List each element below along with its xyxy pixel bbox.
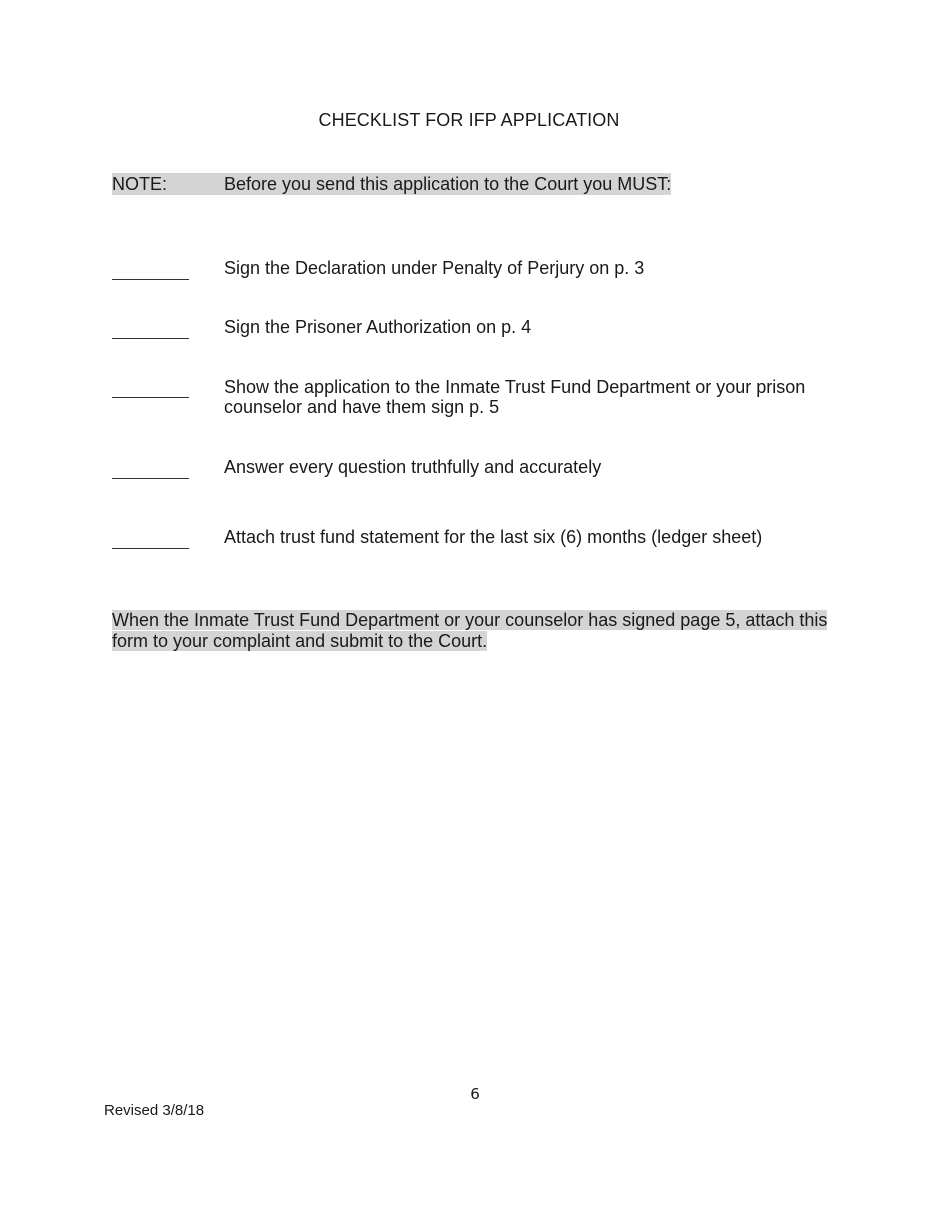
checkmark-blank[interactable] bbox=[112, 338, 189, 339]
closing-instruction-text: When the Inmate Trust Fund Department or your counselor has signed page 5, attach this form to your complaint and submit to the Court. bbox=[112, 610, 828, 651]
note-text: Before you send this application to the Court you MUST: bbox=[224, 174, 672, 194]
checklist-item-text: Show the application to the Inmate Trust Fund Department or your prison counselor and have them sign p. 5 bbox=[224, 377, 806, 417]
checklist-item-text: Sign the Declaration under Penalty of Perjury on p. 3 bbox=[224, 258, 645, 278]
revision-date: Revised 3/8/18 bbox=[104, 1102, 205, 1119]
page-title: CHECKLIST FOR IFP APPLICATION bbox=[318, 110, 620, 130]
note-label: NOTE: bbox=[112, 173, 224, 195]
checkmark-blank[interactable] bbox=[112, 478, 189, 479]
checkmark-blank[interactable] bbox=[112, 279, 189, 280]
checklist-item-text: Answer every question truthfully and accurately bbox=[224, 457, 602, 477]
checklist-item-text: Attach trust fund statement for the last six (6) months (ledger sheet) bbox=[224, 527, 763, 547]
checkmark-blank[interactable] bbox=[112, 397, 189, 398]
closing-instruction bbox=[112, 610, 852, 652]
checkmark-blank[interactable] bbox=[112, 548, 189, 549]
checklist-item-text: Sign the Prisoner Authorization on p. 4 bbox=[224, 317, 532, 337]
page-number: 6 bbox=[470, 1085, 480, 1103]
